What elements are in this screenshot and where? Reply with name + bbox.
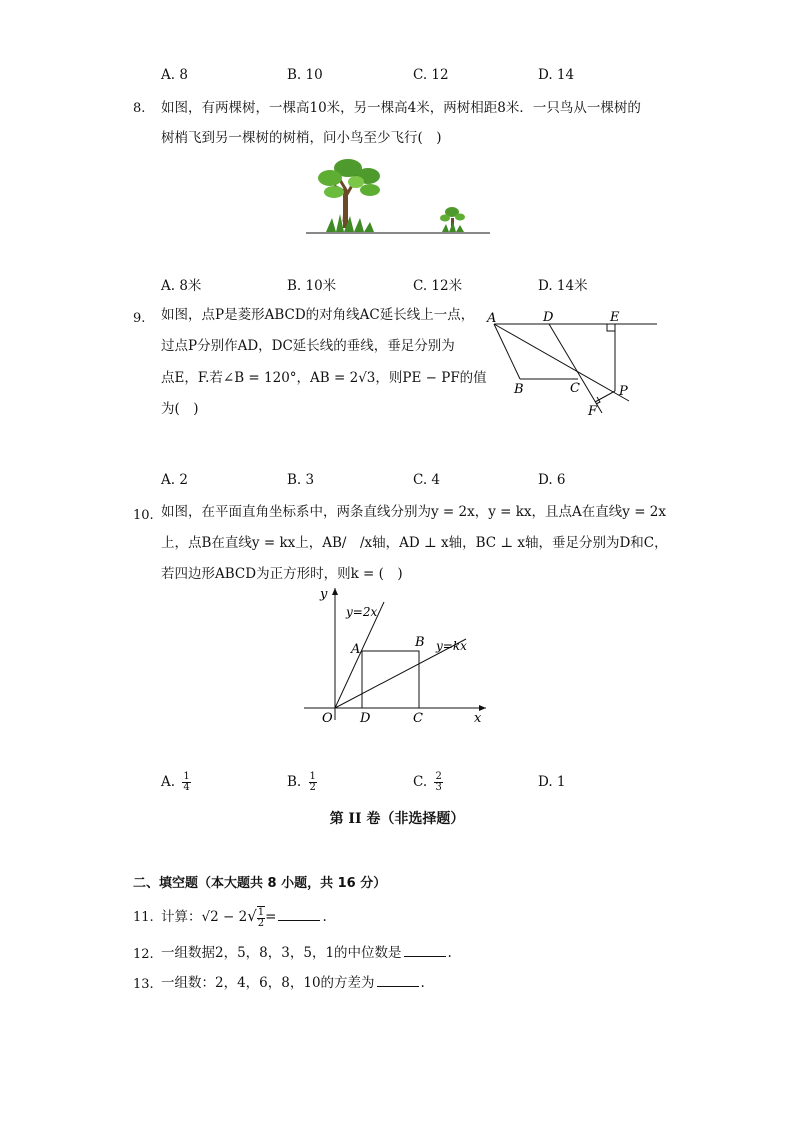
q10-label-b: B (415, 635, 425, 650)
q8-option-a: A. 8米 (161, 278, 202, 294)
q9-option-b: B. 3 (287, 472, 315, 488)
q8-option-c: C. 12米 (413, 278, 463, 294)
q10-number: 10. (133, 508, 154, 523)
q9-label-d: D (543, 310, 554, 325)
q9-label-e: E (610, 310, 620, 325)
q10-stem-line3: 若四边形ABCD为正方形时，则k = ( ) (161, 566, 403, 582)
big-tree-icon (318, 159, 380, 232)
q10-label-o: O (322, 711, 333, 726)
q10-label-d: D (360, 711, 371, 726)
q9-option-a: A. 2 (161, 472, 188, 488)
q10-label-line2: y=kx (436, 639, 467, 653)
q9-option-d: D. 6 (538, 472, 566, 488)
q9-label-b: B (514, 382, 524, 397)
q13-number: 13. (133, 977, 154, 992)
q10-option-c: C. $\frac{2}{3}$ (413, 771, 442, 793)
q10-label-line1: y=2x (346, 605, 378, 619)
q9-number: 9. (133, 311, 146, 326)
q10-option-d: D. 1 (538, 774, 566, 790)
q10-label-y: y (320, 587, 328, 602)
q7-option-c: C. 12 (413, 67, 449, 83)
fraction: $\frac{1}{2}$ (309, 771, 316, 793)
q9-stem-line3: 点E，F.若∠B = 120°，AB = 2√3，则PE − PF的值 (161, 370, 487, 386)
q12-number: 12. (133, 947, 154, 962)
q9-stem-line4: 为( ) (161, 401, 199, 417)
q9-label-f: F (588, 404, 598, 419)
q9-stem-line1: 如图，点P是菱形ABCD的对角线AC延长线上一点， (161, 307, 475, 323)
q8-stem-line2: 树梢飞到另一棵树的树梢，问小鸟至少飞行( ) (161, 130, 442, 146)
answer-blank (404, 944, 446, 957)
q11-number: 11. (133, 910, 154, 925)
answer-blank (278, 908, 320, 921)
q10-option-a: A. $\frac{1}{4}$ (161, 771, 190, 793)
part2-title: 第 II 卷（非选择题） (329, 811, 465, 827)
q10-stem-line1: 如图，在平面直角坐标系中，两条直线分别为y = 2x，y = kx，且点A在直线y = 2x (161, 504, 667, 520)
q8-stem-line1: 如图，有两棵树，一棵高10米，另一棵高4米，两树相距8米．一只鸟从一棵树的 (161, 100, 641, 116)
q8-option-b: B. 10米 (287, 278, 337, 294)
q9-label-a: A (487, 311, 497, 326)
q11-stem: 计算：√2 − 2√ $\frac{1}{2}$ = . (161, 907, 327, 929)
q9-rhombus-figure (484, 306, 662, 422)
q7-option-a: A. 8 (161, 67, 188, 83)
fraction: $\frac{1}{4}$ (183, 771, 190, 793)
q10-coordinate-figure (300, 584, 492, 728)
q8-tree-figure (304, 152, 494, 238)
q13-stem: 一组数：2，4，6，8，10的方差为 . (161, 975, 425, 991)
q10-option-b: B. $\frac{1}{2}$ (287, 771, 316, 793)
answer-blank (377, 974, 419, 987)
q10-label-a: A (351, 642, 361, 657)
q9-label-c: C (570, 381, 580, 396)
q12-stem: 一组数据2，5，8，3，5，1的中位数是 . (161, 945, 452, 961)
q9-stem-line2: 过点P分别作AD，DC延长线的垂线，垂足分别为 (161, 338, 455, 354)
q10-label-c: C (413, 711, 423, 726)
fraction: $\frac{2}{3}$ (435, 771, 442, 793)
q9-option-c: C. 4 (413, 472, 441, 488)
fraction: $\frac{1}{2}$ (257, 907, 265, 929)
q9-label-p: P (619, 384, 628, 399)
q7-option-d: D. 14 (538, 67, 575, 83)
section2-title: 二、填空题（本大题共 8 小题，共 16 分） (133, 876, 387, 891)
q8-number: 8. (133, 101, 146, 116)
q10-stem-line2: 上，点B在直线y = kx上，AB/ /x轴，AD ⊥ x轴，BC ⊥ x轴，垂足分别为D和C， (161, 535, 668, 551)
q10-label-x: x (474, 711, 482, 726)
small-tree-icon (440, 207, 465, 232)
q7-option-b: B. 10 (287, 67, 323, 83)
q8-option-d: D. 14米 (538, 278, 588, 294)
